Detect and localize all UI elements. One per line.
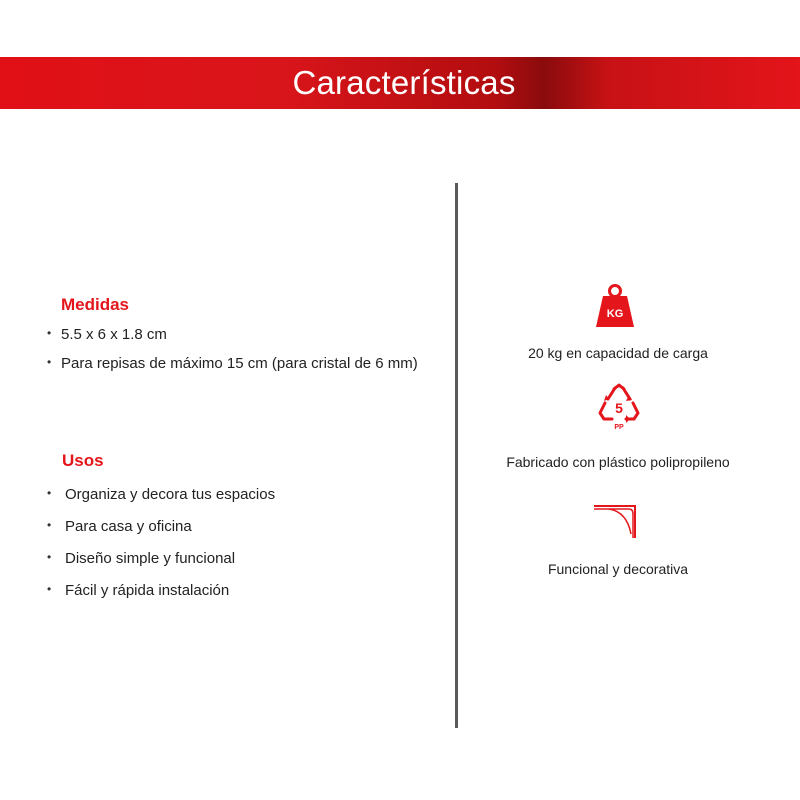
uses-list — [47, 486, 275, 599]
svg-text:KG: KG — [606, 308, 624, 320]
list-item: • Organiza y decora tus espacios — [47, 486, 275, 503]
bracket-icon — [593, 504, 637, 540]
svg-text:PP: PP — [614, 424, 624, 431]
measures-list — [47, 326, 418, 372]
list-item: • Para repisas de máximo 15 cm (para cristal de 6 mm) — [47, 355, 418, 372]
header-banner — [0, 57, 800, 109]
feature-functional: Funcional y decorativa — [547, 561, 689, 577]
page-title: Características — [292, 64, 516, 101]
list-item: • Fácil y rápida instalación — [47, 582, 275, 599]
svg-text:5: 5 — [615, 400, 623, 416]
feature-load-capacity: 20 kg en capacidad de carga — [528, 345, 708, 361]
recycle-pp5-icon — [596, 383, 642, 431]
measures-title: Medidas — [61, 295, 130, 314]
list-item: • Para casa y oficina — [47, 518, 275, 535]
feature-material: Fabricado con plástico polipropileno — [506, 454, 730, 470]
list-item: • Diseño simple y funcional — [47, 550, 275, 567]
list-item: • 5.5 x 6 x 1.8 cm — [47, 326, 418, 343]
uses-title: Usos — [62, 451, 104, 470]
weight-kg-icon — [594, 283, 636, 329]
